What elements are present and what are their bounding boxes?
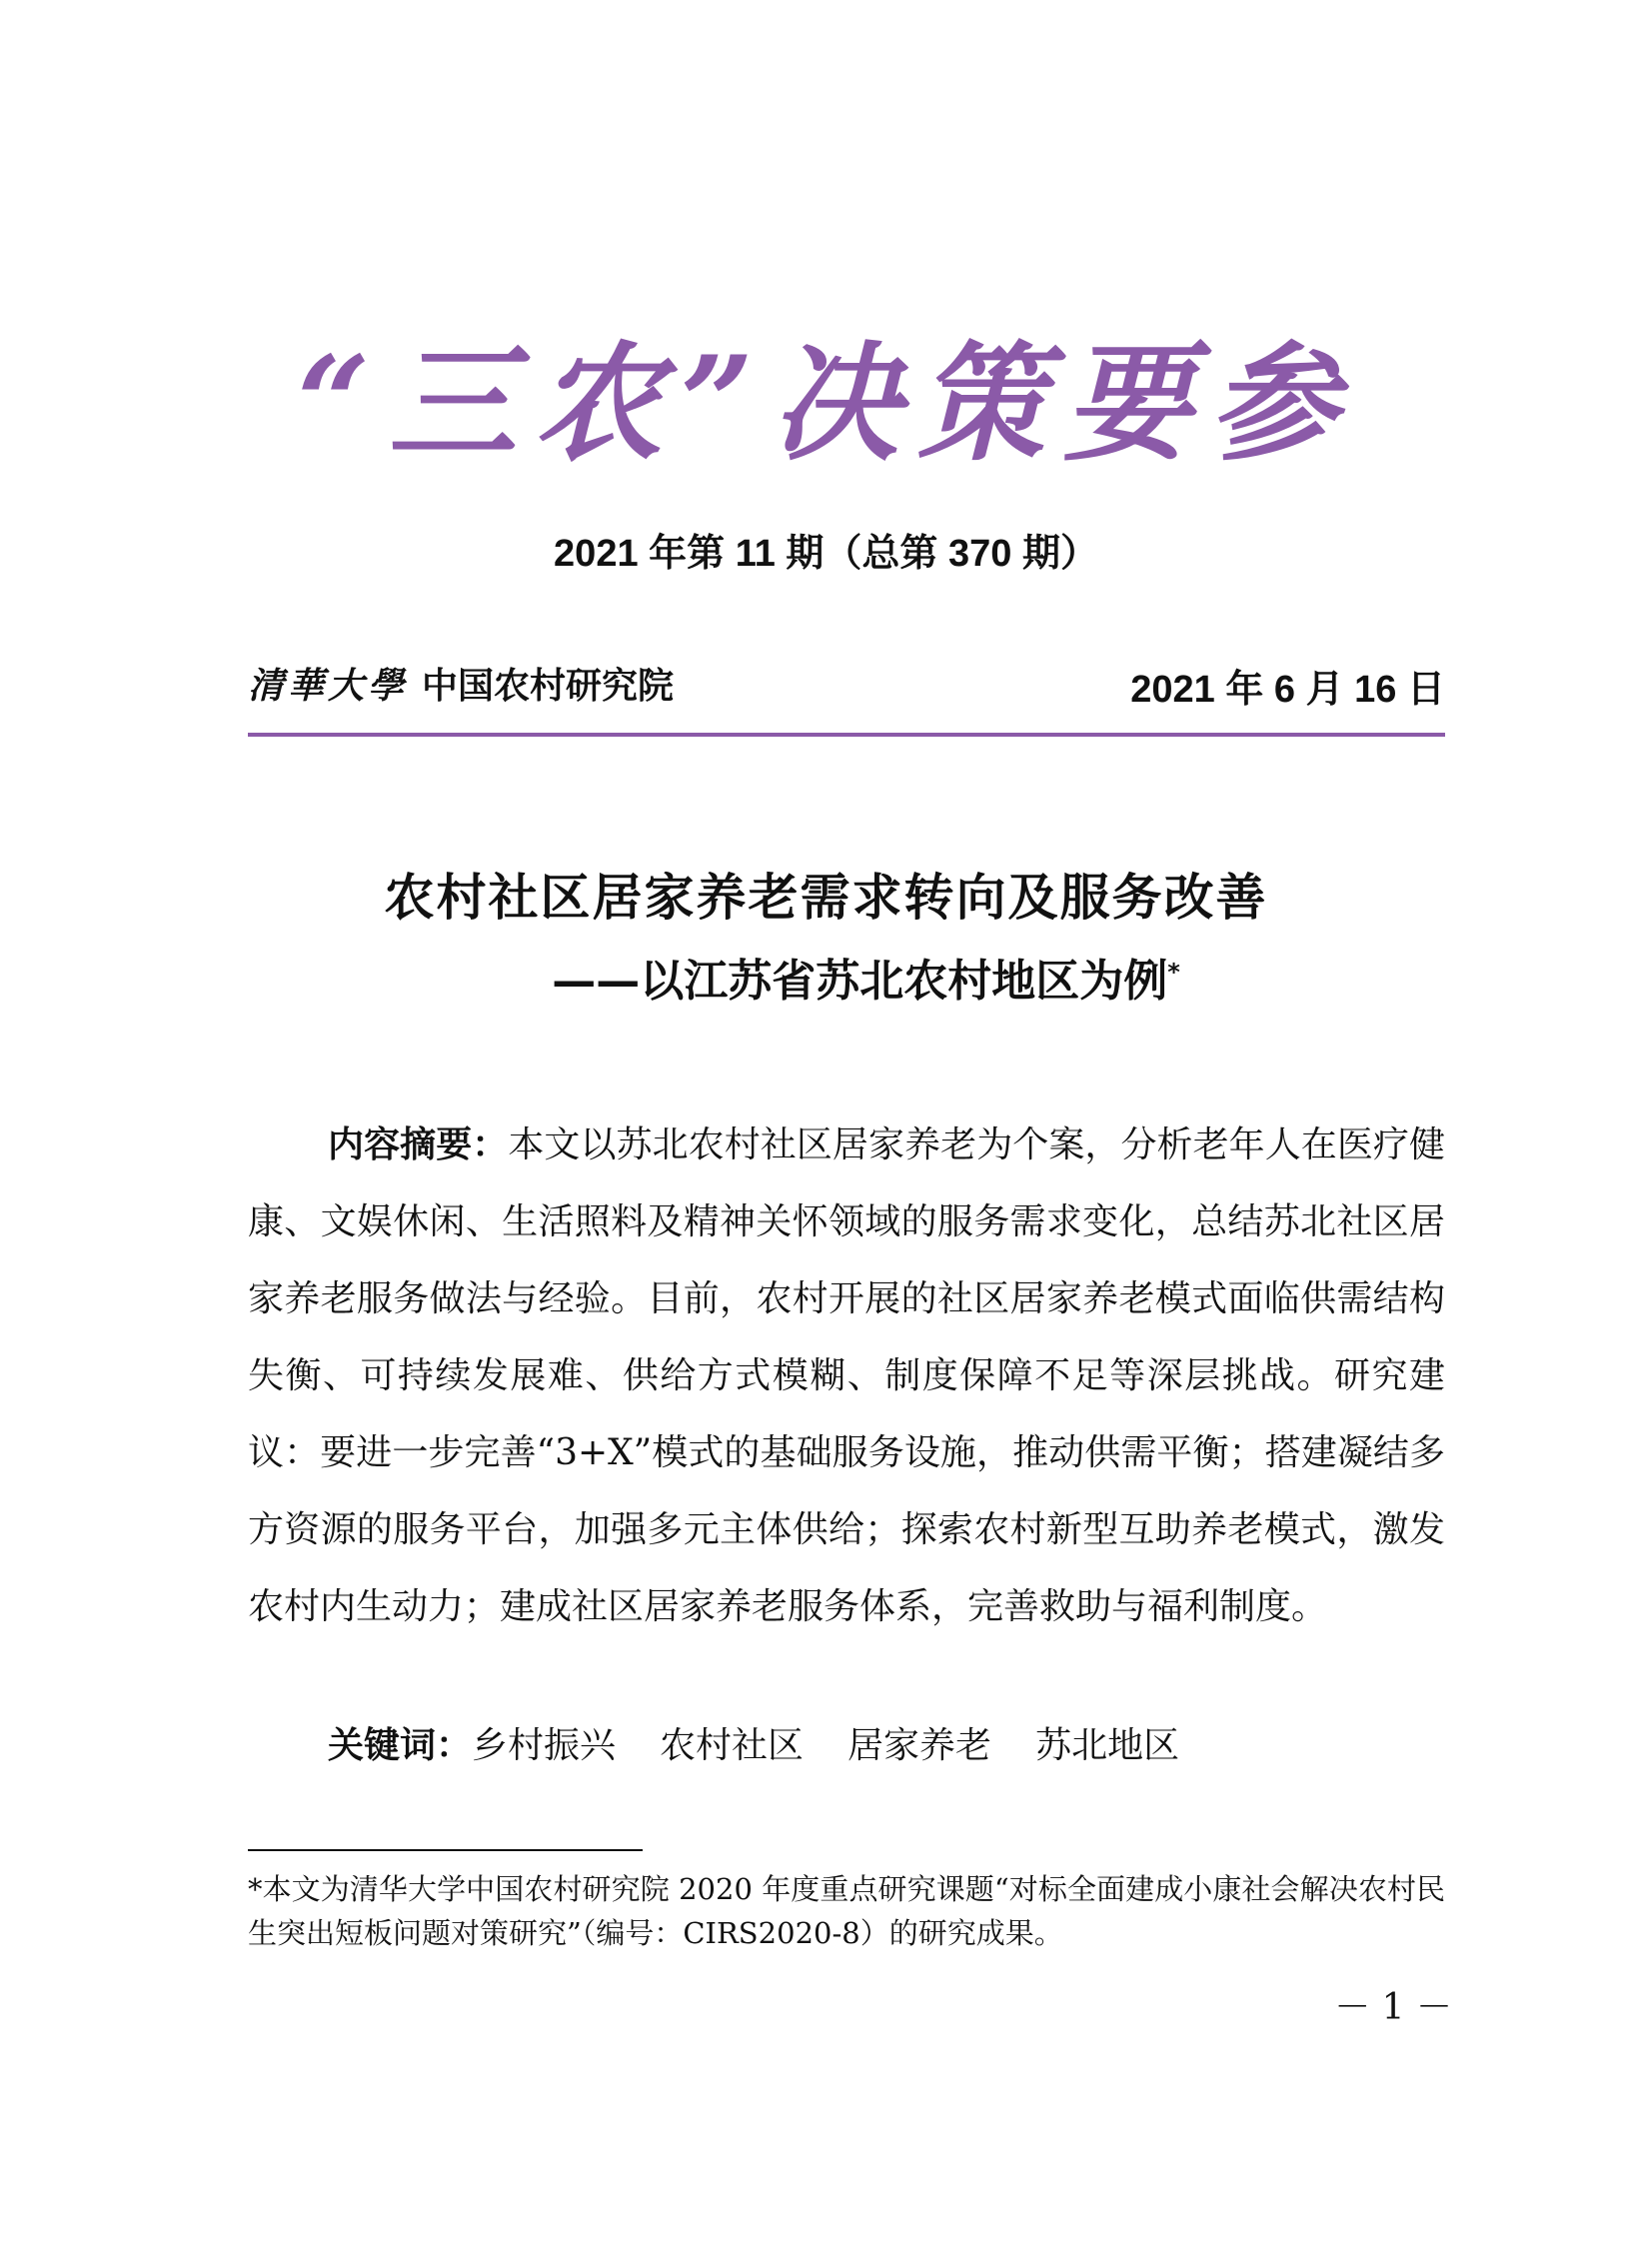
header-row (248, 658, 1445, 718)
subtitle-text: ——以江苏省苏北农村地区为例 (552, 956, 1168, 1007)
header-divider (248, 733, 1445, 737)
footnote-divider (248, 1849, 643, 1851)
abstract-label: 内容摘要： (328, 1124, 509, 1165)
footnote-mark: * (1167, 958, 1180, 987)
keyword-item: 农村社区 (660, 1725, 805, 1766)
masthead-title: “三农”决策要参 (296, 329, 1356, 479)
issue-number: 2021 年第 11 期（总第 370 期） (554, 533, 1098, 575)
article-title: 农村社区居家养老需求转向及服务改善 (384, 869, 1268, 927)
keyword-item: 苏北地区 (1035, 1725, 1180, 1766)
institute-name: 中国农村研究院 (422, 666, 675, 707)
footnote: *本文为清华大学中国农村研究院 2020 年度重点研究课题“对标全面建成小康社会解决农村民生突出短板问题对策研究”（编号：CIRS2020-8）的研究成果。 (248, 1872, 1445, 1950)
keyword-item: 居家养老 (847, 1725, 992, 1766)
page-number: － 1 － (1334, 1987, 1452, 2028)
keyword-item: 乡村振兴 (472, 1725, 617, 1766)
article-subtitle (0, 945, 1652, 1009)
university-logo-text: 清華大學 (248, 665, 409, 707)
abstract (248, 1107, 1445, 1645)
keywords (328, 1717, 1223, 1768)
publication-date: 2021 年 6 月 16 日 (1130, 669, 1445, 711)
keywords-label: 关键词： (328, 1725, 473, 1766)
abstract-text: 本文以苏北农村社区居家养老为个案，分析老年人在医疗健康、文娱休闲、生活照料及精神关怀领域的服务需求变化，总结苏北社区居家养老服务做法与经验。目前，农村开展的社区居家养老模式面临供需结构失衡、可持续发展难、供给方式模糊、制度保障不足等深层挑战。研究建议：要进一步完善“3+X”模式的基础服务设施，推动供需平衡；搭建凝结多方资源的服务平台，加强多元主体供给；探索农村新型互助养老模式，激发农村内生动力；建成社区居家养老服务体系，完善救助与福利制度。 (248, 1124, 1445, 1627)
institution (248, 658, 674, 709)
